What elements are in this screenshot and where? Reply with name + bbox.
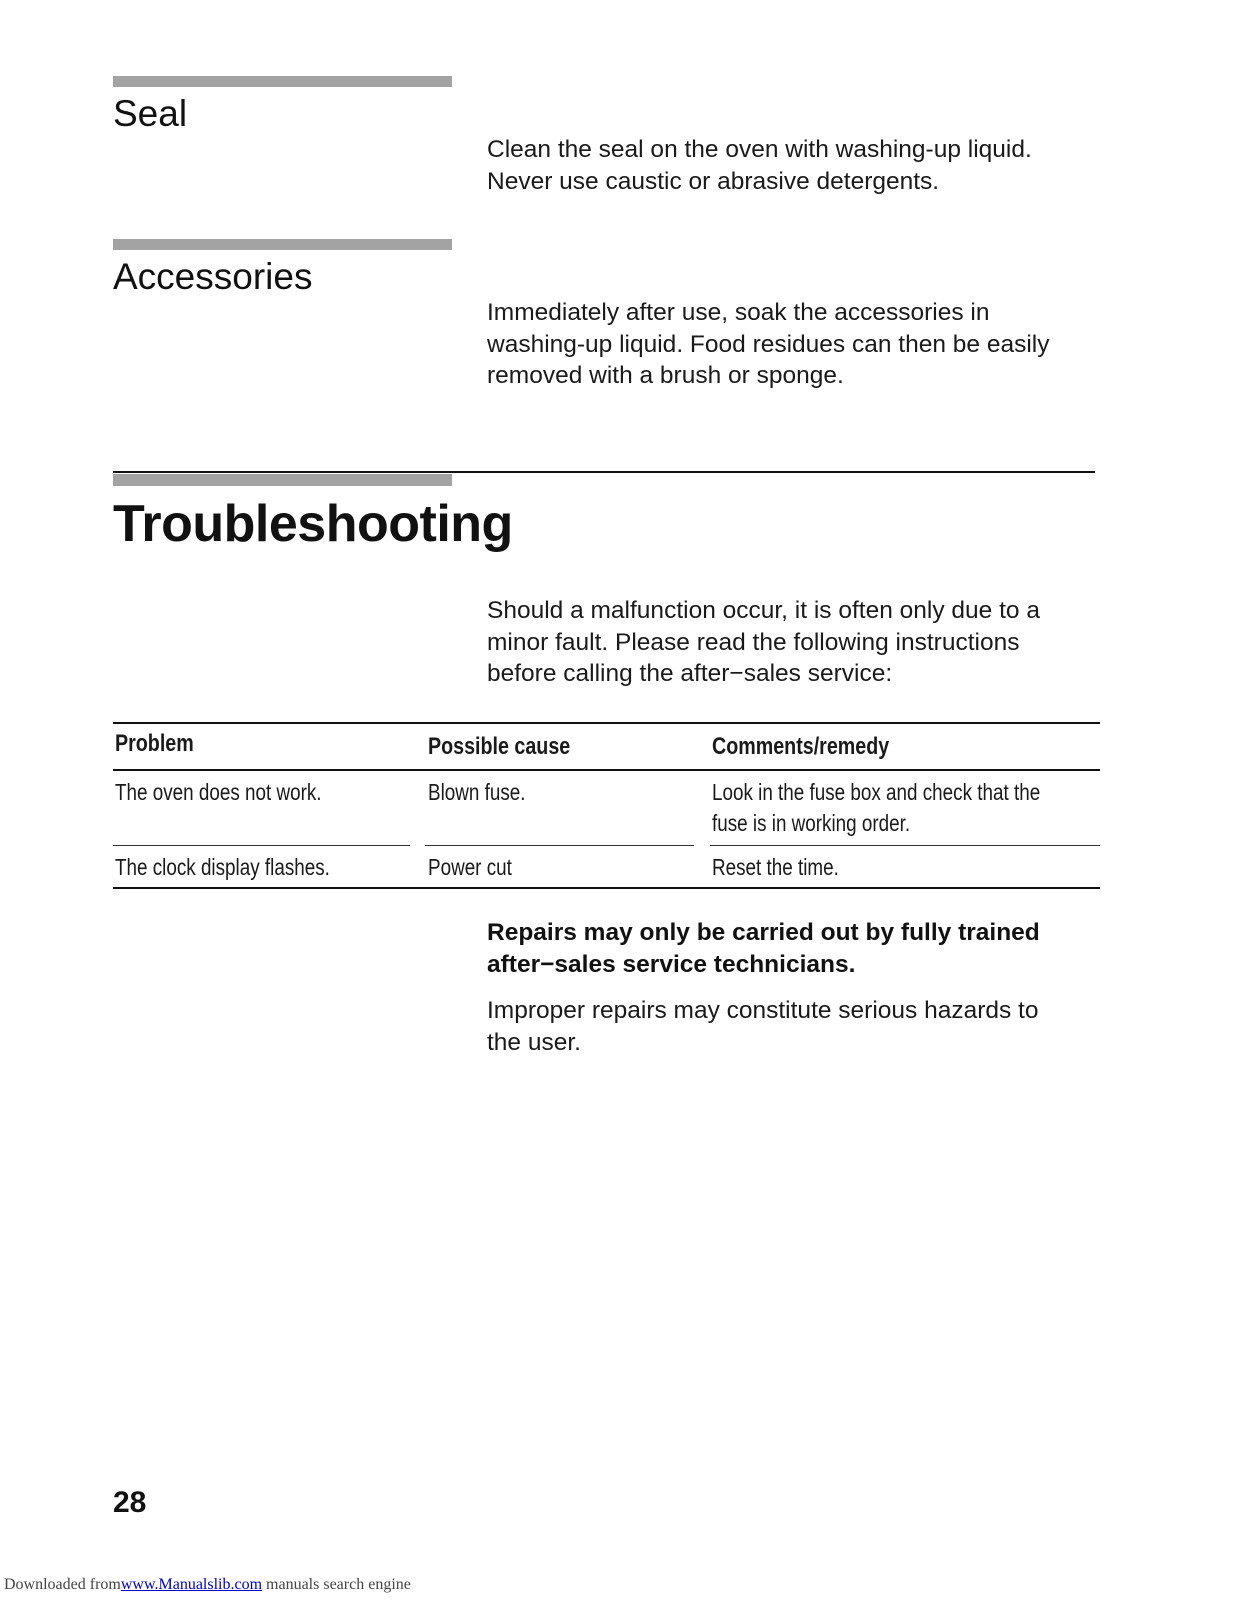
chapter-divider-bar [113, 474, 452, 486]
section-divider-seal [113, 76, 452, 87]
table-cell-problem: The clock display flashes. [115, 854, 330, 880]
text-line: after−sales service technicians. [487, 950, 856, 978]
accessories-heading: Accessories [113, 256, 313, 297]
table-header-remedy: Comments/remedy [712, 733, 890, 760]
table-cell-remedy-line: Reset the time. [712, 854, 839, 880]
section-divider-accessories [113, 239, 452, 250]
table-header-cause: Possible cause [428, 733, 571, 760]
text-line: washing-up liquid. Food residues can then be easily [487, 330, 1050, 358]
chapter-rule [113, 471, 1095, 473]
text-line: Clean the seal on the oven with washing-up liquid. [487, 136, 1032, 163]
text-line: Immediately after use, soak the accessories in [487, 299, 990, 326]
accessories-text [487, 297, 1167, 392]
seal-text [487, 134, 1167, 197]
table-cell-remedy-line: Look in the fuse box and check that the [712, 779, 1041, 805]
text-line: before calling the after−sales service: [487, 660, 893, 687]
repair-hazard-text [487, 995, 1167, 1058]
table-header-rule [113, 769, 1100, 771]
table-cell-problem: The oven does not work. [115, 779, 322, 805]
repair-warning [487, 917, 1167, 980]
table-cell-cause: Blown fuse. [428, 779, 526, 805]
manualslib-link[interactable]: www.Manualslib.com [120, 1576, 263, 1593]
text-line: the user. [487, 1028, 581, 1056]
troubleshooting-intro [487, 595, 1167, 690]
footer-suffix: manuals search engine [262, 1576, 411, 1593]
troubleshooting-heading: Troubleshooting [113, 495, 513, 553]
table-cell-cause: Power cut [428, 854, 512, 880]
text-line: minor fault. Please read the following instructions [487, 628, 1020, 656]
table-row-rule [425, 845, 694, 846]
text-line: Never use caustic or abrasive detergents. [487, 167, 940, 195]
download-footer [4, 1576, 411, 1594]
table-row-rule [710, 845, 1100, 846]
page-number: 28 [113, 1486, 147, 1519]
table-row-rule [113, 845, 410, 846]
table-cell-remedy-line: fuse is in working order. [712, 810, 911, 836]
table-bottom-rule [113, 887, 1100, 889]
text-line: Should a malfunction occur, it is often only due to a [487, 597, 1040, 624]
text-line: Repairs may only be carried out by fully trained [487, 919, 1040, 946]
seal-heading: Seal [113, 93, 188, 134]
footer-prefix: Downloaded from [4, 1576, 121, 1593]
table-header-problem: Problem [115, 730, 194, 757]
text-line: Improper repairs may constitute serious hazards to [487, 997, 1039, 1024]
table-top-rule [113, 722, 1100, 724]
text-line: removed with a brush or sponge. [487, 362, 844, 389]
